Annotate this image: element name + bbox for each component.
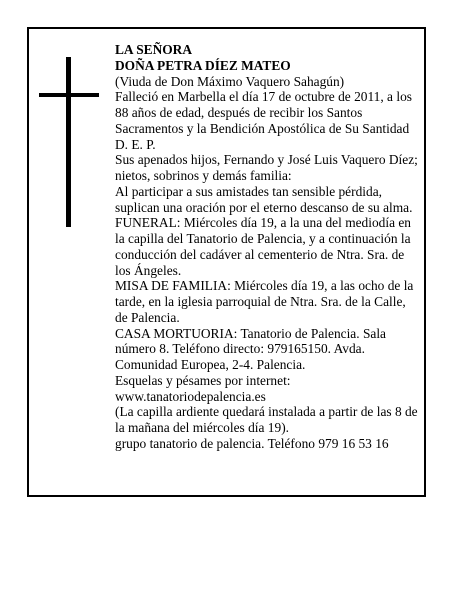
deceased-name: DOÑA PETRA DÍEZ MATEO — [115, 57, 291, 73]
condolences-line: Esquelas y pésames por internet: — [115, 372, 291, 388]
chapel-note: (La capilla ardiente quedará instalada a partir de las 8 de la mañana del miércoles día 19). — [115, 404, 418, 435]
rest-in-peace: D. E. P. — [115, 136, 156, 152]
obituary-notice — [27, 27, 426, 497]
footer-line: grupo tanatorio de palencia. Teléfono 979 16 53 16 — [115, 435, 389, 451]
death-details: Falleció en Marbella el día 17 de octubre de 2011, a los 88 años de edad, después de recibir los Santos Sacramentos y la Bendición Apostólica de Su Santidad — [115, 89, 412, 136]
funeral-paragraph: FUNERAL: Miércoles día 19, a la una del mediodía en la capilla del Tanatorio de Palencia, y a continuación la conducción del cadáver al cementerio de Ntra. Sra. de los Ángeles. — [115, 215, 412, 278]
mortuary-paragraph: CASA MORTUORIA: Tanatorio de Palencia. Sala número 8. Teléfono directo: 979165150. Avda. Comunidad Europea, 2-4. Palencia. — [115, 325, 386, 372]
widow-of: (Viuda de Don Máximo Vaquero Sahagún) — [115, 73, 345, 89]
cross-icon — [39, 57, 99, 227]
family-mass-paragraph: MISA DE FAMILIA: Miércoles día 19, a las ocho de la tarde, en la iglesia parroquial de Ntra. Sra. de la Calle, de Palencia. — [115, 278, 414, 325]
notice-text — [115, 42, 420, 452]
title-line-1: LA SEÑORA — [115, 42, 193, 57]
cross-vertical-bar — [66, 57, 71, 227]
website-link[interactable]: www.tanatoriodepalencia.es — [115, 388, 266, 404]
cross-horizontal-bar — [39, 93, 99, 97]
family-paragraph: Sus apenados hijos, Fernando y José Luis Vaquero Díez; nietos, sobrinos y demás familia: — [115, 152, 418, 183]
prayer-request: Al participar a sus amistades tan sensible pérdida, suplican una oración por el eterno descanso de su alma. — [115, 183, 413, 215]
